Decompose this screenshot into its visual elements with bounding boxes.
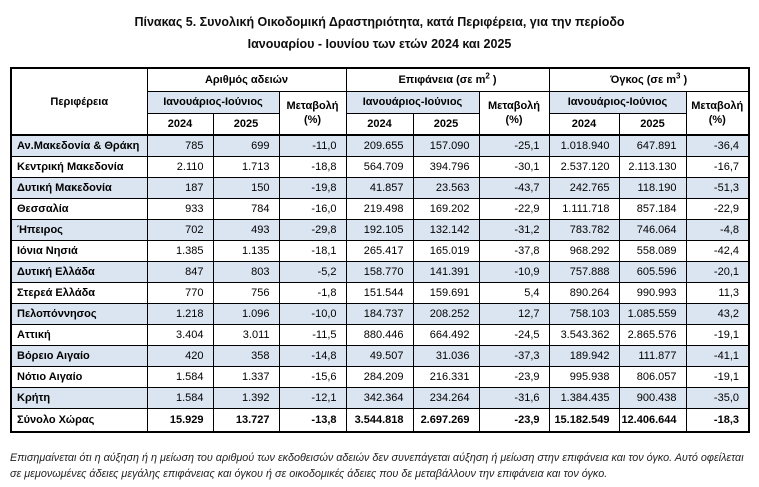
value-cell: -18,1	[279, 240, 346, 261]
value-cell: 265.417	[346, 240, 413, 261]
value-cell: 3.011	[213, 324, 279, 345]
value-cell: 1.018.940	[549, 135, 619, 156]
value-cell: 995.938	[549, 366, 619, 387]
value-cell: 756	[213, 282, 279, 303]
value-cell: 933	[147, 198, 213, 219]
value-cell: 132.142	[413, 219, 479, 240]
value-cell: 158.770	[346, 261, 413, 282]
value-cell: 43,2	[686, 303, 749, 324]
value-cell: 857.184	[619, 198, 686, 219]
region-cell: Νότιο Αιγαίο	[11, 366, 147, 387]
column-header-period-surface: Ιανουάριος-Ιούνιος	[346, 91, 479, 113]
value-cell: -37,3	[479, 345, 549, 366]
table-row	[11, 198, 749, 219]
group-label-part: Επιφάνεια (σε m	[398, 73, 486, 86]
value-cell: 2.865.576	[619, 324, 686, 345]
value-cell: 15.929	[147, 408, 213, 432]
value-cell: -35,0	[686, 387, 749, 408]
value-cell: 605.596	[619, 261, 686, 282]
value-cell: 3.544.818	[346, 408, 413, 432]
value-cell: 1.392	[213, 387, 279, 408]
value-cell: 284.209	[346, 366, 413, 387]
value-cell: -19,1	[686, 324, 749, 345]
value-cell: -29,8	[279, 219, 346, 240]
group-label-part: )	[680, 73, 688, 86]
value-cell: 699	[213, 135, 279, 156]
value-cell: 150	[213, 177, 279, 198]
value-cell: -11,5	[279, 324, 346, 345]
value-cell: 2.697.269	[413, 408, 479, 432]
change-label-line2: (%)	[708, 113, 726, 126]
value-cell: 803	[213, 261, 279, 282]
value-cell: 1.385	[147, 240, 213, 261]
change-label-line1: Μεταβολή	[691, 99, 744, 112]
region-cell: Ιόνια Νησιά	[11, 240, 147, 261]
value-cell: 1.085.559	[619, 303, 686, 324]
value-cell: 1.135	[213, 240, 279, 261]
value-cell: 165.019	[413, 240, 479, 261]
value-cell: -22,9	[686, 198, 749, 219]
value-cell: 2.110	[147, 156, 213, 177]
value-cell: -11,0	[279, 135, 346, 156]
value-cell: 784	[213, 198, 279, 219]
value-cell: -10,9	[479, 261, 549, 282]
table-body	[11, 135, 749, 432]
value-cell: -22,9	[479, 198, 549, 219]
region-cell: Σύνολο Χώρας	[11, 408, 147, 432]
table-row	[11, 261, 749, 282]
superscript: 2	[485, 71, 490, 81]
value-cell: 15.182.549	[549, 408, 619, 432]
value-cell: -31,6	[479, 387, 549, 408]
value-cell: 12.406.644	[619, 408, 686, 432]
column-header-change-volume	[686, 91, 749, 135]
value-cell: -12,1	[279, 387, 346, 408]
value-cell: 234.264	[413, 387, 479, 408]
value-cell: 1.584	[147, 366, 213, 387]
value-cell: 2.537.120	[549, 156, 619, 177]
column-header-2024-volume: 2024	[549, 113, 619, 135]
table-row	[11, 282, 749, 303]
change-label-line2: (%)	[505, 113, 523, 126]
value-cell: -4,8	[686, 219, 749, 240]
value-cell: 890.264	[549, 282, 619, 303]
table-row	[11, 387, 749, 408]
value-cell: 2.113.130	[619, 156, 686, 177]
value-cell: 13.727	[213, 408, 279, 432]
value-cell: -31,2	[479, 219, 549, 240]
table-row	[11, 240, 749, 261]
table-row	[11, 366, 749, 387]
column-group-volume	[549, 68, 749, 91]
change-label-line2: (%)	[303, 113, 322, 126]
table-header	[11, 68, 749, 135]
value-cell: -16,0	[279, 198, 346, 219]
value-cell: 208.252	[413, 303, 479, 324]
region-cell: Ήπειρος	[11, 219, 147, 240]
value-cell: 757.888	[549, 261, 619, 282]
region-cell: Αν.Μακεδονία & Θράκη	[11, 135, 147, 156]
value-cell: 783.782	[549, 219, 619, 240]
value-cell: 880.446	[346, 324, 413, 345]
value-cell: 847	[147, 261, 213, 282]
table-row	[11, 156, 749, 177]
table-row	[11, 345, 749, 366]
group-label-part: Αριθμός αδειών	[204, 73, 289, 86]
region-cell: Δυτική Ελλάδα	[11, 261, 147, 282]
value-cell: 785	[147, 135, 213, 156]
value-cell: 41.857	[346, 177, 413, 198]
value-cell: 49.507	[346, 345, 413, 366]
column-header-region: Περιφέρεια	[11, 68, 147, 135]
column-header-change-surface	[479, 91, 549, 135]
column-header-2025-permits: 2025	[213, 113, 279, 135]
value-cell: 151.544	[346, 282, 413, 303]
column-group-permits	[147, 68, 346, 91]
region-cell: Θεσσαλία	[11, 198, 147, 219]
value-cell: 990.993	[619, 282, 686, 303]
value-cell: -18,3	[686, 408, 749, 432]
value-cell: 1.384.435	[549, 387, 619, 408]
value-cell: 242.765	[549, 177, 619, 198]
table-row	[11, 324, 749, 345]
total-row	[11, 408, 749, 432]
value-cell: 118.190	[619, 177, 686, 198]
value-cell: -23,9	[479, 408, 549, 432]
value-cell: 187	[147, 177, 213, 198]
value-cell: 564.709	[346, 156, 413, 177]
region-cell: Κρήτη	[11, 387, 147, 408]
value-cell: 23.563	[413, 177, 479, 198]
value-cell: 558.089	[619, 240, 686, 261]
value-cell: -19,1	[686, 366, 749, 387]
value-cell: 1.713	[213, 156, 279, 177]
superscript: 3	[676, 71, 681, 81]
value-cell: 159.691	[413, 282, 479, 303]
value-cell: 1.337	[213, 366, 279, 387]
value-cell: -10,0	[279, 303, 346, 324]
value-cell: 770	[147, 282, 213, 303]
table-row	[11, 135, 749, 156]
value-cell: -15,6	[279, 366, 346, 387]
change-label-line1: Μεταβολή	[286, 99, 339, 112]
value-cell: 1.584	[147, 387, 213, 408]
value-cell: -14,8	[279, 345, 346, 366]
value-cell: 1.218	[147, 303, 213, 324]
value-cell: -19,8	[279, 177, 346, 198]
value-cell: 184.737	[346, 303, 413, 324]
value-cell: -43,7	[479, 177, 549, 198]
table-title	[0, 11, 759, 55]
value-cell: 3.543.362	[549, 324, 619, 345]
table-title-line1: Πίνακας 5. Συνολική Οικοδομική Δραστηριότητα, κατά Περιφέρεια, για την περίοδο	[134, 15, 625, 29]
value-cell: 702	[147, 219, 213, 240]
column-header-2025-volume: 2025	[619, 113, 686, 135]
value-cell: 1.096	[213, 303, 279, 324]
value-cell: 169.202	[413, 198, 479, 219]
value-cell: 420	[147, 345, 213, 366]
value-cell: 806.057	[619, 366, 686, 387]
region-cell: Δυτική Μακεδονία	[11, 177, 147, 198]
value-cell: 746.064	[619, 219, 686, 240]
value-cell: -5,2	[279, 261, 346, 282]
region-cell: Στερεά Ελλάδα	[11, 282, 147, 303]
value-cell: 216.331	[413, 366, 479, 387]
column-header-2024-permits: 2024	[147, 113, 213, 135]
column-header-period-volume: Ιανουάριος-Ιούνιος	[549, 91, 686, 113]
value-cell: -24,5	[479, 324, 549, 345]
value-cell: -30,1	[479, 156, 549, 177]
value-cell: 493	[213, 219, 279, 240]
region-cell: Κεντρική Μακεδονία	[11, 156, 147, 177]
column-header-change-permits	[279, 91, 346, 135]
value-cell: 342.364	[346, 387, 413, 408]
value-cell: 11,3	[686, 282, 749, 303]
value-cell: 1.111.718	[549, 198, 619, 219]
value-cell: -41,1	[686, 345, 749, 366]
header-group-row	[11, 68, 749, 91]
value-cell: 192.105	[346, 219, 413, 240]
table-row	[11, 177, 749, 198]
value-cell: 31.036	[413, 345, 479, 366]
value-cell: -51,3	[686, 177, 749, 198]
value-cell: -23,9	[479, 366, 549, 387]
table-row	[11, 219, 749, 240]
change-label-line1: Μεταβολή	[487, 99, 541, 112]
value-cell: 647.891	[619, 135, 686, 156]
value-cell: 141.391	[413, 261, 479, 282]
value-cell: -36,4	[686, 135, 749, 156]
region-cell: Πελοπόννησος	[11, 303, 147, 324]
group-label-part: Όγκος (σε m	[610, 73, 676, 86]
column-header-2024-surface: 2024	[346, 113, 413, 135]
value-cell: 900.438	[619, 387, 686, 408]
value-cell: 219.498	[346, 198, 413, 219]
value-cell: -20,1	[686, 261, 749, 282]
region-cell: Αττική	[11, 324, 147, 345]
value-cell: 3.404	[147, 324, 213, 345]
value-cell: 5,4	[479, 282, 549, 303]
column-header-2025-surface: 2025	[413, 113, 479, 135]
group-label-part: )	[489, 73, 497, 86]
value-cell: 189.942	[549, 345, 619, 366]
value-cell: -16,7	[686, 156, 749, 177]
value-cell: 111.877	[619, 345, 686, 366]
table-title-line2: Ιανουαρίου - Ιουνίου των ετών 2024 και 2025	[247, 37, 512, 51]
value-cell: -25,1	[479, 135, 549, 156]
region-cell: Βόρειο Αιγαίο	[11, 345, 147, 366]
value-cell: 157.090	[413, 135, 479, 156]
value-cell: 209.655	[346, 135, 413, 156]
value-cell: -42,4	[686, 240, 749, 261]
value-cell: -13,8	[279, 408, 346, 432]
value-cell: 968.292	[549, 240, 619, 261]
column-header-period-permits: Ιανουάριος-Ιούνιος	[147, 91, 279, 113]
column-group-surface	[346, 68, 549, 91]
building-activity-table	[10, 67, 750, 433]
table-row	[11, 303, 749, 324]
value-cell: 664.492	[413, 324, 479, 345]
value-cell: -18,8	[279, 156, 346, 177]
value-cell: -1,8	[279, 282, 346, 303]
value-cell: 758.103	[549, 303, 619, 324]
value-cell: 358	[213, 345, 279, 366]
value-cell: 394.796	[413, 156, 479, 177]
value-cell: -37,8	[479, 240, 549, 261]
value-cell: 12,7	[479, 303, 549, 324]
footnote: Επισημαίνεται ότι η αύξηση ή η μείωση του αριθμού των εκδοθεισών αδειών δεν συνεπάγεται αύξηση ή μείωση στην επιφάνεια και τον όγκο. Αυτό οφείλεται σε μεμονωμένες άδειες μεγάλης επιφάνειας και όγκου ή σε οικοδομικές άδειες που δε μεταβάλλουν την επιφάνεια και τον όγκο.	[10, 452, 744, 480]
